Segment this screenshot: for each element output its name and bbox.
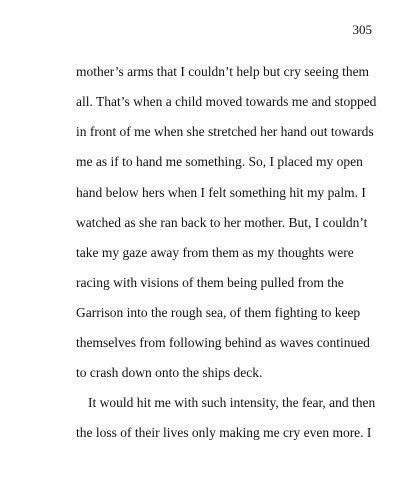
text-line: themselves from following behind as waves continued (76, 335, 370, 350)
text-line: the loss of their lives only making me cry even more. I (76, 425, 372, 440)
text-line: take my gaze away from them as my thoughts were (76, 245, 354, 260)
text-line: in front of me when she stretched her hand out towards (76, 124, 374, 139)
text-line: Garrison into the rough sea, of them fighting to keep (76, 305, 361, 320)
text-line: racing with visions of them being pulled from the (76, 275, 344, 290)
text-line: me as if to hand me something. So, I placed my open (76, 154, 363, 169)
page-number: 305 (352, 22, 372, 37)
text-line: hand below hers when I felt something hit my palm. I (76, 185, 366, 200)
text-line: watched as she ran back to her mother. But, I couldn’t (76, 215, 368, 230)
text-line: to crash down onto the ships deck. (76, 365, 263, 380)
text-line: all. That’s when a child moved towards me and stopped (76, 94, 377, 109)
text-line: It would hit me with such intensity, the fear, and then (88, 395, 376, 410)
text-line: mother’s arms that I couldn’t help but cry seeing them (76, 64, 370, 79)
